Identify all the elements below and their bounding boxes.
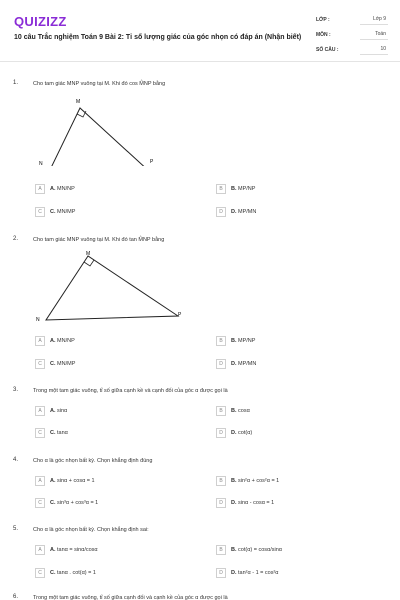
option-text: sinα bbox=[57, 408, 68, 414]
option-prefix: D. bbox=[231, 430, 237, 436]
option-prefix: C. bbox=[50, 430, 56, 436]
option-prefix: A. bbox=[50, 547, 56, 553]
vertex-label-n: N bbox=[39, 161, 43, 166]
option-prefix: B. bbox=[231, 186, 237, 192]
question-number: 5. bbox=[13, 526, 19, 532]
option-c[interactable] bbox=[35, 207, 185, 219]
option-b[interactable] bbox=[216, 476, 366, 488]
option-letter: A bbox=[35, 545, 45, 555]
option-a[interactable] bbox=[35, 184, 185, 196]
question-text: Trong một tam giác vuông, tỉ số giữa cạnh đối và cạnh kề của góc α được gọi là bbox=[33, 595, 228, 600]
option-letter: D bbox=[216, 428, 226, 438]
option-d[interactable] bbox=[216, 568, 366, 580]
option-d[interactable] bbox=[216, 207, 366, 219]
option-b[interactable] bbox=[216, 545, 366, 557]
option-prefix: C. bbox=[50, 500, 56, 506]
option-letter: C bbox=[35, 207, 45, 217]
option-letter: D bbox=[216, 568, 226, 578]
option-text: cosα bbox=[238, 408, 250, 414]
question-number: 1. bbox=[13, 80, 19, 86]
option-text: cot(α) = cosα/sinα bbox=[238, 547, 282, 553]
option-prefix: B. bbox=[231, 478, 237, 484]
option-prefix: D. bbox=[231, 361, 237, 367]
vertex-label-p: P bbox=[178, 312, 182, 318]
option-prefix: D. bbox=[231, 500, 237, 506]
question-number: 2. bbox=[13, 236, 19, 242]
question-text: Cho α là góc nhọn bất kỳ. Chọn khẳng định sai: bbox=[33, 527, 149, 533]
option-text: MN/MP bbox=[57, 361, 76, 367]
option-text: sin²α + cos²α = 1 bbox=[238, 478, 280, 484]
question-number: 4. bbox=[13, 457, 19, 463]
option-text: tanα bbox=[57, 430, 68, 436]
option-text: sinα + cosα = 1 bbox=[57, 478, 95, 484]
question-number: 6. bbox=[13, 594, 19, 600]
vertex-label-p: P bbox=[150, 159, 154, 165]
option-letter: B bbox=[216, 406, 226, 416]
option-text: sin³α + cos³α = 1 bbox=[57, 500, 99, 506]
option-prefix: B. bbox=[231, 547, 237, 553]
question-number: 3. bbox=[13, 387, 19, 393]
option-d[interactable] bbox=[216, 428, 366, 440]
question-text: Trong một tam giác vuông, tỉ số giữa cạnh kề và cạnh đối của góc α được gọi là bbox=[33, 388, 228, 394]
option-c[interactable] bbox=[35, 359, 185, 371]
option-letter: C bbox=[35, 359, 45, 369]
option-b[interactable] bbox=[216, 336, 366, 348]
option-letter: D bbox=[216, 498, 226, 508]
option-letter: C bbox=[35, 498, 45, 508]
option-letter: A bbox=[35, 476, 45, 486]
vertex-label-n: N bbox=[36, 317, 40, 323]
option-prefix: A. bbox=[50, 338, 56, 344]
meta-grade-value[interactable]: Lớp 9 bbox=[360, 14, 388, 25]
triangle-figure bbox=[36, 248, 186, 324]
option-a[interactable] bbox=[35, 406, 185, 418]
option-letter: A bbox=[35, 406, 45, 416]
option-letter: C bbox=[35, 428, 45, 438]
option-letter: A bbox=[35, 336, 45, 346]
option-prefix: A. bbox=[50, 478, 56, 484]
option-text: tanα = sinα/cosα bbox=[57, 547, 98, 553]
option-letter: A bbox=[35, 184, 45, 194]
option-letter: B bbox=[216, 545, 226, 555]
option-c[interactable] bbox=[35, 568, 185, 580]
option-prefix: D. bbox=[231, 570, 237, 576]
option-text: MP/NP bbox=[238, 186, 256, 192]
option-text: tanα . cot(α) = 1 bbox=[57, 570, 96, 576]
meta-subject-value[interactable]: Toán bbox=[360, 29, 388, 40]
document-title: 10 câu Trắc nghiệm Toán 9 Bài 2: Tỉ số lượng giác của góc nhọn có đáp án (Nhận biết) bbox=[14, 34, 302, 41]
option-c[interactable] bbox=[35, 428, 185, 440]
question-text: Cho α là góc nhọn bất kỳ. Chọn khẳng định đúng bbox=[33, 458, 153, 464]
option-prefix: B. bbox=[231, 408, 237, 414]
option-a[interactable] bbox=[35, 545, 185, 557]
option-prefix: A. bbox=[50, 186, 56, 192]
option-b[interactable] bbox=[216, 184, 366, 196]
option-text: MN/NP bbox=[57, 186, 75, 192]
option-text: MN/NP bbox=[57, 338, 75, 344]
option-a[interactable] bbox=[35, 336, 185, 348]
option-c[interactable] bbox=[35, 498, 185, 510]
option-b[interactable] bbox=[216, 406, 366, 418]
vertex-label-m: M bbox=[76, 99, 81, 105]
option-prefix: C. bbox=[50, 209, 56, 215]
meta-grade-label: LỚP : bbox=[316, 17, 330, 23]
option-letter: C bbox=[35, 568, 45, 578]
meta-count-label: SỐ CÂU : bbox=[316, 47, 339, 53]
option-letter: B bbox=[216, 476, 226, 486]
option-a[interactable] bbox=[35, 476, 185, 488]
question-text: Cho tam giác MNP vuông tại M. Khi đó cos M̂NP bằng bbox=[33, 81, 166, 87]
option-letter: B bbox=[216, 336, 226, 346]
vertex-label-m: M bbox=[86, 251, 91, 257]
option-letter: D bbox=[216, 207, 226, 217]
option-text: MP/NP bbox=[238, 338, 256, 344]
option-prefix: B. bbox=[231, 338, 237, 344]
option-prefix: D. bbox=[231, 209, 237, 215]
option-d[interactable] bbox=[216, 359, 366, 371]
option-text: cot(α) bbox=[238, 430, 253, 436]
option-text: MP/MN bbox=[238, 361, 257, 367]
quizizz-logo: QUIZIZZ bbox=[14, 14, 67, 29]
meta-count-value[interactable]: 10 bbox=[360, 44, 388, 55]
meta-subject-label: MÔN : bbox=[316, 32, 331, 38]
triangle-figure bbox=[38, 94, 158, 166]
option-prefix: C. bbox=[50, 361, 56, 367]
quiz-header bbox=[0, 0, 400, 62]
option-letter: B bbox=[216, 184, 226, 194]
option-prefix: A. bbox=[50, 408, 56, 414]
option-letter: D bbox=[216, 359, 226, 369]
option-text: tan²α - 1 = cos²α bbox=[238, 570, 279, 576]
option-text: MP/MN bbox=[238, 209, 257, 215]
option-text: sinα - cosα = 1 bbox=[238, 500, 275, 506]
question-text: Cho tam giác MNP vuông tại M. Khi đó tan M̂NP bằng bbox=[33, 237, 165, 243]
option-text: MN/MP bbox=[57, 209, 76, 215]
option-prefix: C. bbox=[50, 570, 56, 576]
option-d[interactable] bbox=[216, 498, 366, 510]
